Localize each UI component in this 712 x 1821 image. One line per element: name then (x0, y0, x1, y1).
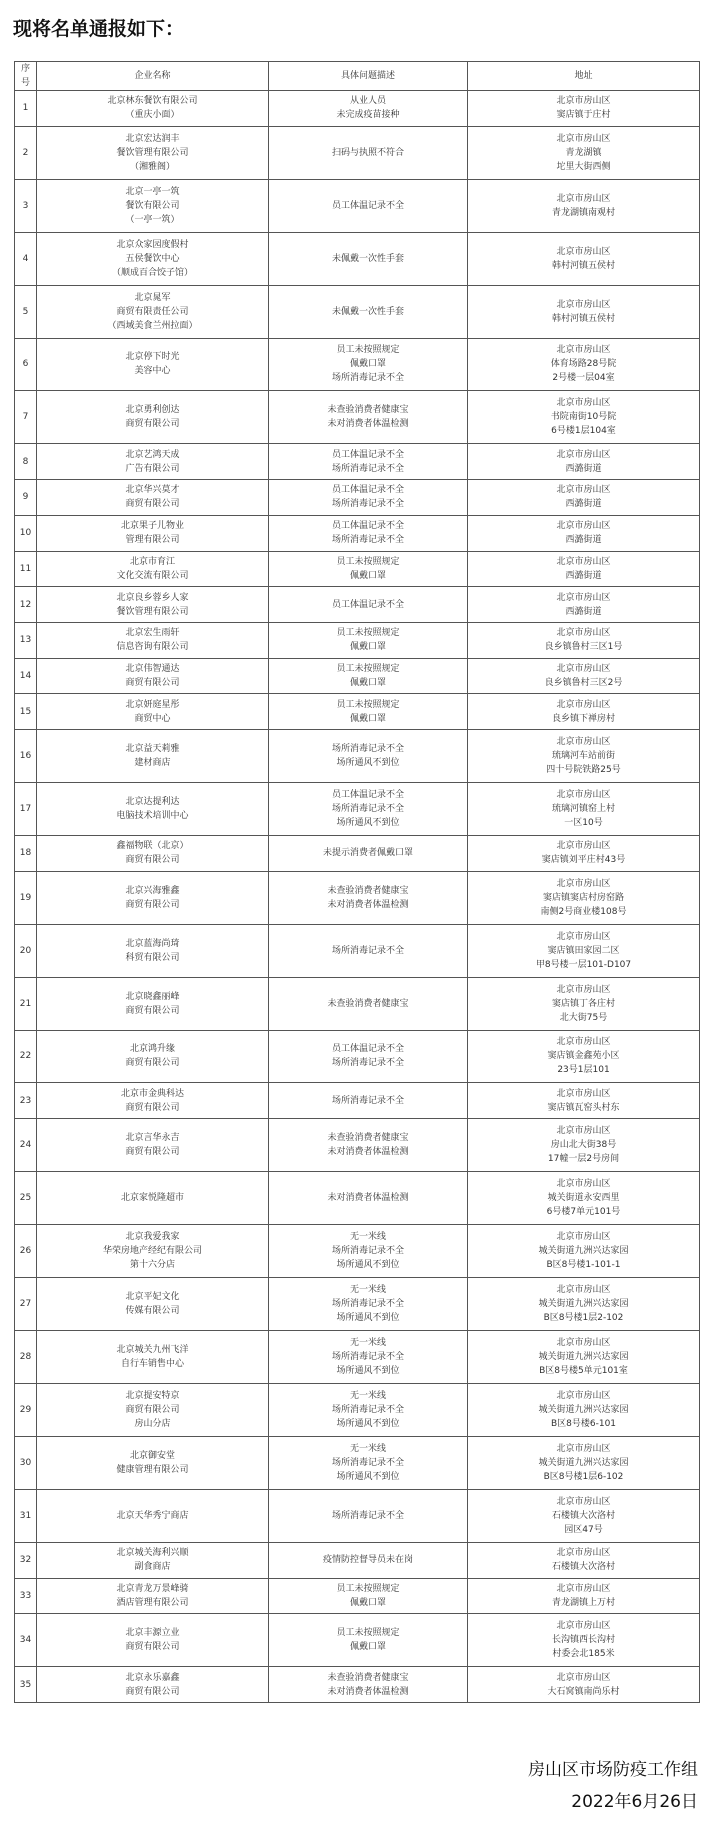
row-number-cell: 17 (15, 783, 37, 836)
row-number-cell: 2 (15, 126, 37, 179)
table-row (15, 658, 700, 694)
issue-description-cell: 未提示消费者佩戴口罩 (269, 835, 468, 871)
issue-description-cell: 场所消毒记录不全 (269, 1489, 468, 1542)
row-number-cell: 7 (15, 391, 37, 444)
issue-description-cell: 未查验消费者健康宝 未对消费者体温检测 (269, 391, 468, 444)
issue-description-cell: 员工未按照规定 佩戴口罩 (269, 658, 468, 694)
address-cell: 北京市房山区 韩村河镇五侯村 (468, 232, 700, 285)
row-number-cell: 13 (15, 622, 37, 658)
table-row (15, 480, 700, 516)
issue-date: 2022年6月26日 (571, 1792, 698, 1812)
issue-description-cell: 从业人员 未完成疫苗接种 (269, 91, 468, 127)
address-cell: 北京市房山区 石楼镇大次洛村 园区47号 (468, 1489, 700, 1542)
company-name-cell: 北京一亭一筑 餐饮有限公司 （一亭一筑） (37, 179, 269, 232)
company-name-cell: 北京城关海利兴顺 副食商店 (37, 1542, 269, 1578)
table-row (15, 924, 700, 977)
address-cell: 北京市房山区 石楼镇大次洛村 (468, 1542, 700, 1578)
company-name-cell: 鑫福物联（北京） 商贸有限公司 (37, 835, 269, 871)
address-cell: 北京市房山区 窦店镇刘平庄村43号 (468, 835, 700, 871)
address-cell: 北京市房山区 城关街道九洲兴达家园 B区8号楼1-101-1 (468, 1225, 700, 1278)
company-name-cell: 北京晁军 商贸有限责任公司 （西域美食兰州拉面） (37, 285, 269, 338)
issue-description-cell: 未查验消费者健康宝 未对消费者体温检测 (269, 1119, 468, 1172)
table-row (15, 1030, 700, 1083)
address-cell: 北京市房山区 大石窝镇南尚乐村 (468, 1667, 700, 1703)
row-number-cell: 1 (15, 91, 37, 127)
table-row (15, 1119, 700, 1172)
issue-description-cell: 扫码与执照不符合 (269, 126, 468, 179)
company-name-cell: 北京天华秀宁商店 (37, 1489, 269, 1542)
address-cell: 北京市房山区 良乡镇鲁村三区2号 (468, 658, 700, 694)
address-cell: 北京市房山区 体育场路28号院 2号楼一层04室 (468, 338, 700, 391)
issuing-organization: 房山区市场防疫工作组 (528, 1760, 698, 1780)
row-number-cell: 34 (15, 1614, 37, 1667)
company-name-cell: 北京伟智通达 商贸有限公司 (37, 658, 269, 694)
address-cell: 北京市房山区 房山北大街38号 17幢一层2号房间 (468, 1119, 700, 1172)
issue-description-cell: 员工未按照规定 佩戴口罩 (269, 1614, 468, 1667)
address-cell: 北京市房山区 窦店镇窦店村房窑路 南侧2号商业楼108号 (468, 871, 700, 924)
issue-description-cell: 员工体温记录不全 (269, 179, 468, 232)
row-number-cell: 18 (15, 835, 37, 871)
page-heading: 现将名单通报如下： (13, 18, 185, 40)
issue-description-cell: 无一米线 场所消毒记录不全 场所通风不到位 (269, 1436, 468, 1489)
row-number-cell: 29 (15, 1383, 37, 1436)
table-row (15, 551, 700, 587)
address-cell: 北京市房山区 琉璃河镇窑上村 一区10号 (468, 783, 700, 836)
company-name-cell: 北京蓝海尚琦 科贸有限公司 (37, 924, 269, 977)
company-name-cell: 北京停下时光 美容中心 (37, 338, 269, 391)
issue-description-cell: 未对消费者体温检测 (269, 1172, 468, 1225)
row-number-cell: 24 (15, 1119, 37, 1172)
table-row (15, 1383, 700, 1436)
company-name-cell: 北京御安堂 健康管理有限公司 (37, 1436, 269, 1489)
table-row (15, 1330, 700, 1383)
company-name-cell: 北京益天莉雅 建材商店 (37, 730, 269, 783)
row-number-cell: 26 (15, 1225, 37, 1278)
issue-description-cell: 无一米线 场所消毒记录不全 场所通风不到位 (269, 1225, 468, 1278)
address-cell: 北京市房山区 青龙湖镇 坨里大街西侧 (468, 126, 700, 179)
company-name-cell: 北京宏生雨轩 信息咨询有限公司 (37, 622, 269, 658)
company-name-cell: 北京果子儿物业 管理有限公司 (37, 515, 269, 551)
company-name-cell: 北京城关九州飞洋 自行车销售中心 (37, 1330, 269, 1383)
address-cell: 北京市房山区 青龙湖镇南观村 (468, 179, 700, 232)
issue-description-cell: 无一米线 场所消毒记录不全 场所通风不到位 (269, 1278, 468, 1331)
table-row (15, 232, 700, 285)
row-number-cell: 9 (15, 480, 37, 516)
issue-description-cell: 未查验消费者健康宝 (269, 977, 468, 1030)
company-name-cell: 北京青龙万景峰骑 酒店管理有限公司 (37, 1578, 269, 1614)
row-number-cell: 3 (15, 179, 37, 232)
table-row (15, 871, 700, 924)
issue-description-cell: 无一米线 场所消毒记录不全 场所通风不到位 (269, 1330, 468, 1383)
issue-description-cell: 场所消毒记录不全 场所通风不到位 (269, 730, 468, 783)
company-name-cell: 北京宏达润丰 餐饮管理有限公司 （湘雅阁） (37, 126, 269, 179)
address-cell: 北京市房山区 书院南街10号院 6号楼1层104室 (468, 391, 700, 444)
table-row (15, 285, 700, 338)
row-number-cell: 31 (15, 1489, 37, 1542)
company-name-cell: 北京达提利达 电脑技术培训中心 (37, 783, 269, 836)
address-cell: 北京市房山区 西潞街道 (468, 480, 700, 516)
company-name-cell: 北京市金典科达 商贸有限公司 (37, 1083, 269, 1119)
company-name-cell: 北京兴海雅鑫 商贸有限公司 (37, 871, 269, 924)
row-number-cell: 5 (15, 285, 37, 338)
issue-description-cell: 员工未按照规定 佩戴口罩 场所消毒记录不全 (269, 338, 468, 391)
table-row (15, 622, 700, 658)
column-header-address: 地址 (468, 62, 700, 91)
table-row (15, 1172, 700, 1225)
issue-description-cell: 员工体温记录不全 场所消毒记录不全 (269, 1030, 468, 1083)
address-cell: 北京市房山区 青龙湖镇上万村 (468, 1578, 700, 1614)
column-header-company: 企业名称 (37, 62, 269, 91)
row-number-cell: 35 (15, 1667, 37, 1703)
row-number-cell: 33 (15, 1578, 37, 1614)
row-number-cell: 20 (15, 924, 37, 977)
issue-description-cell: 员工体温记录不全 场所消毒记录不全 场所通风不到位 (269, 783, 468, 836)
row-number-cell: 16 (15, 730, 37, 783)
issue-description-cell: 员工体温记录不全 (269, 587, 468, 623)
address-cell: 北京市房山区 窦店镇于庄村 (468, 91, 700, 127)
row-number-cell: 15 (15, 694, 37, 730)
issue-description-cell: 员工未按照规定 佩戴口罩 (269, 694, 468, 730)
address-cell: 北京市房山区 西潞街道 (468, 515, 700, 551)
row-number-cell: 27 (15, 1278, 37, 1331)
table-row (15, 126, 700, 179)
table-row (15, 1083, 700, 1119)
company-name-cell: 北京艺鸿天成 广告有限公司 (37, 444, 269, 480)
row-number-cell: 11 (15, 551, 37, 587)
address-cell: 北京市房山区 窦店镇田家园二区 甲8号楼一层101-D107 (468, 924, 700, 977)
company-name-cell: 北京我爱我家 华荣房地产经纪有限公司 第十六分店 (37, 1225, 269, 1278)
issue-description-cell: 员工未按照规定 佩戴口罩 (269, 551, 468, 587)
company-name-cell: 北京林东餐饮有限公司 （重庆小面） (37, 91, 269, 127)
issue-description-cell: 员工体温记录不全 场所消毒记录不全 (269, 515, 468, 551)
company-name-cell: 北京家悦隆超市 (37, 1172, 269, 1225)
issue-description-cell: 场所消毒记录不全 (269, 1083, 468, 1119)
issue-description-cell: 未佩戴一次性手套 (269, 232, 468, 285)
row-number-cell: 19 (15, 871, 37, 924)
table-header-row (15, 62, 700, 91)
company-name-cell: 北京众家园度假村 五侯餐饮中心 （顺成百合饺子馆） (37, 232, 269, 285)
table-row (15, 1436, 700, 1489)
table-row (15, 1278, 700, 1331)
table-row (15, 1542, 700, 1578)
row-number-cell: 23 (15, 1083, 37, 1119)
company-name-cell: 北京言华永吉 商贸有限公司 (37, 1119, 269, 1172)
table-row (15, 338, 700, 391)
column-header-issue: 具体问题描述 (269, 62, 468, 91)
issue-description-cell: 无一米线 场所消毒记录不全 场所通风不到位 (269, 1383, 468, 1436)
address-cell: 北京市房山区 城关街道九洲兴达家园 B区8号楼5单元101室 (468, 1330, 700, 1383)
address-cell: 北京市房山区 西潞街道 (468, 551, 700, 587)
table-row (15, 179, 700, 232)
table-row (15, 1578, 700, 1614)
row-number-cell: 25 (15, 1172, 37, 1225)
address-cell: 北京市房山区 西潞街道 (468, 444, 700, 480)
issue-description-cell: 员工体温记录不全 场所消毒记录不全 (269, 444, 468, 480)
address-cell: 北京市房山区 城关街道九洲兴达家园 B区8号楼1层6-102 (468, 1436, 700, 1489)
issue-description-cell: 未佩戴一次性手套 (269, 285, 468, 338)
row-number-cell: 10 (15, 515, 37, 551)
address-cell: 北京市房山区 城关街道九洲兴达家园 B区8号楼6-101 (468, 1383, 700, 1436)
row-number-cell: 6 (15, 338, 37, 391)
table-row (15, 835, 700, 871)
row-number-cell: 12 (15, 587, 37, 623)
table-row (15, 91, 700, 127)
address-cell: 北京市房山区 窦店镇金鑫苑小区 23号1层101 (468, 1030, 700, 1083)
address-cell: 北京市房山区 良乡镇下禅房村 (468, 694, 700, 730)
table-row (15, 694, 700, 730)
table-body (15, 91, 700, 1703)
row-number-cell: 28 (15, 1330, 37, 1383)
issue-description-cell: 员工体温记录不全 场所消毒记录不全 (269, 480, 468, 516)
row-number-cell: 30 (15, 1436, 37, 1489)
issue-description-cell: 员工未按照规定 佩戴口罩 (269, 622, 468, 658)
company-name-cell: 北京永乐嘉鑫 商贸有限公司 (37, 1667, 269, 1703)
table-row (15, 587, 700, 623)
address-cell: 北京市房山区 韩村河镇五侯村 (468, 285, 700, 338)
table-row (15, 977, 700, 1030)
issue-description-cell: 场所消毒记录不全 (269, 924, 468, 977)
address-cell: 北京市房山区 城关街道永安西里 6号楼7单元101号 (468, 1172, 700, 1225)
row-number-cell: 8 (15, 444, 37, 480)
company-name-cell: 北京晓鑫丽峰 商贸有限公司 (37, 977, 269, 1030)
issue-description-cell: 疫情防控督导员未在岗 (269, 1542, 468, 1578)
company-name-cell: 北京市育江 文化交流有限公司 (37, 551, 269, 587)
issue-description-cell: 未查验消费者健康宝 未对消费者体温检测 (269, 871, 468, 924)
company-name-cell: 北京丰源立业 商贸有限公司 (37, 1614, 269, 1667)
company-name-cell: 北京勇利创达 商贸有限公司 (37, 391, 269, 444)
table-row (15, 783, 700, 836)
address-cell: 北京市房山区 良乡镇鲁村三区1号 (468, 622, 700, 658)
table-row (15, 1489, 700, 1542)
table-row (15, 1614, 700, 1667)
address-cell: 北京市房山区 琉璃河车站前街 四十号院铁路25号 (468, 730, 700, 783)
table-row (15, 444, 700, 480)
row-number-cell: 14 (15, 658, 37, 694)
company-name-cell: 北京提安特京 商贸有限公司 房山分店 (37, 1383, 269, 1436)
row-number-cell: 22 (15, 1030, 37, 1083)
issue-description-cell: 未查验消费者健康宝 未对消费者体温检测 (269, 1667, 468, 1703)
table-row (15, 391, 700, 444)
table-row (15, 515, 700, 551)
address-cell: 北京市房山区 城关街道九洲兴达家园 B区8号楼1层2-102 (468, 1278, 700, 1331)
row-number-cell: 4 (15, 232, 37, 285)
table-row (15, 730, 700, 783)
table-row (15, 1667, 700, 1703)
column-header-number: 序号 (15, 62, 37, 91)
company-name-cell: 北京华兴莫才 商贸有限公司 (37, 480, 269, 516)
company-name-cell: 北京妍庭星彤 商贸中心 (37, 694, 269, 730)
company-name-cell: 北京鸿升缘 商贸有限公司 (37, 1030, 269, 1083)
violation-list-table (14, 61, 700, 1703)
address-cell: 北京市房山区 长沟镇西长沟村 村委会北185米 (468, 1614, 700, 1667)
address-cell: 北京市房山区 窦店镇丁各庄村 北大街75号 (468, 977, 700, 1030)
row-number-cell: 21 (15, 977, 37, 1030)
table-row (15, 1225, 700, 1278)
company-name-cell: 北京平妃文化 传媒有限公司 (37, 1278, 269, 1331)
company-name-cell: 北京良乡蓉乡人家 餐饮管理有限公司 (37, 587, 269, 623)
address-cell: 北京市房山区 窦店镇瓦窑头村东 (468, 1083, 700, 1119)
row-number-cell: 32 (15, 1542, 37, 1578)
address-cell: 北京市房山区 西潞街道 (468, 587, 700, 623)
issue-description-cell: 员工未按照规定 佩戴口罩 (269, 1578, 468, 1614)
